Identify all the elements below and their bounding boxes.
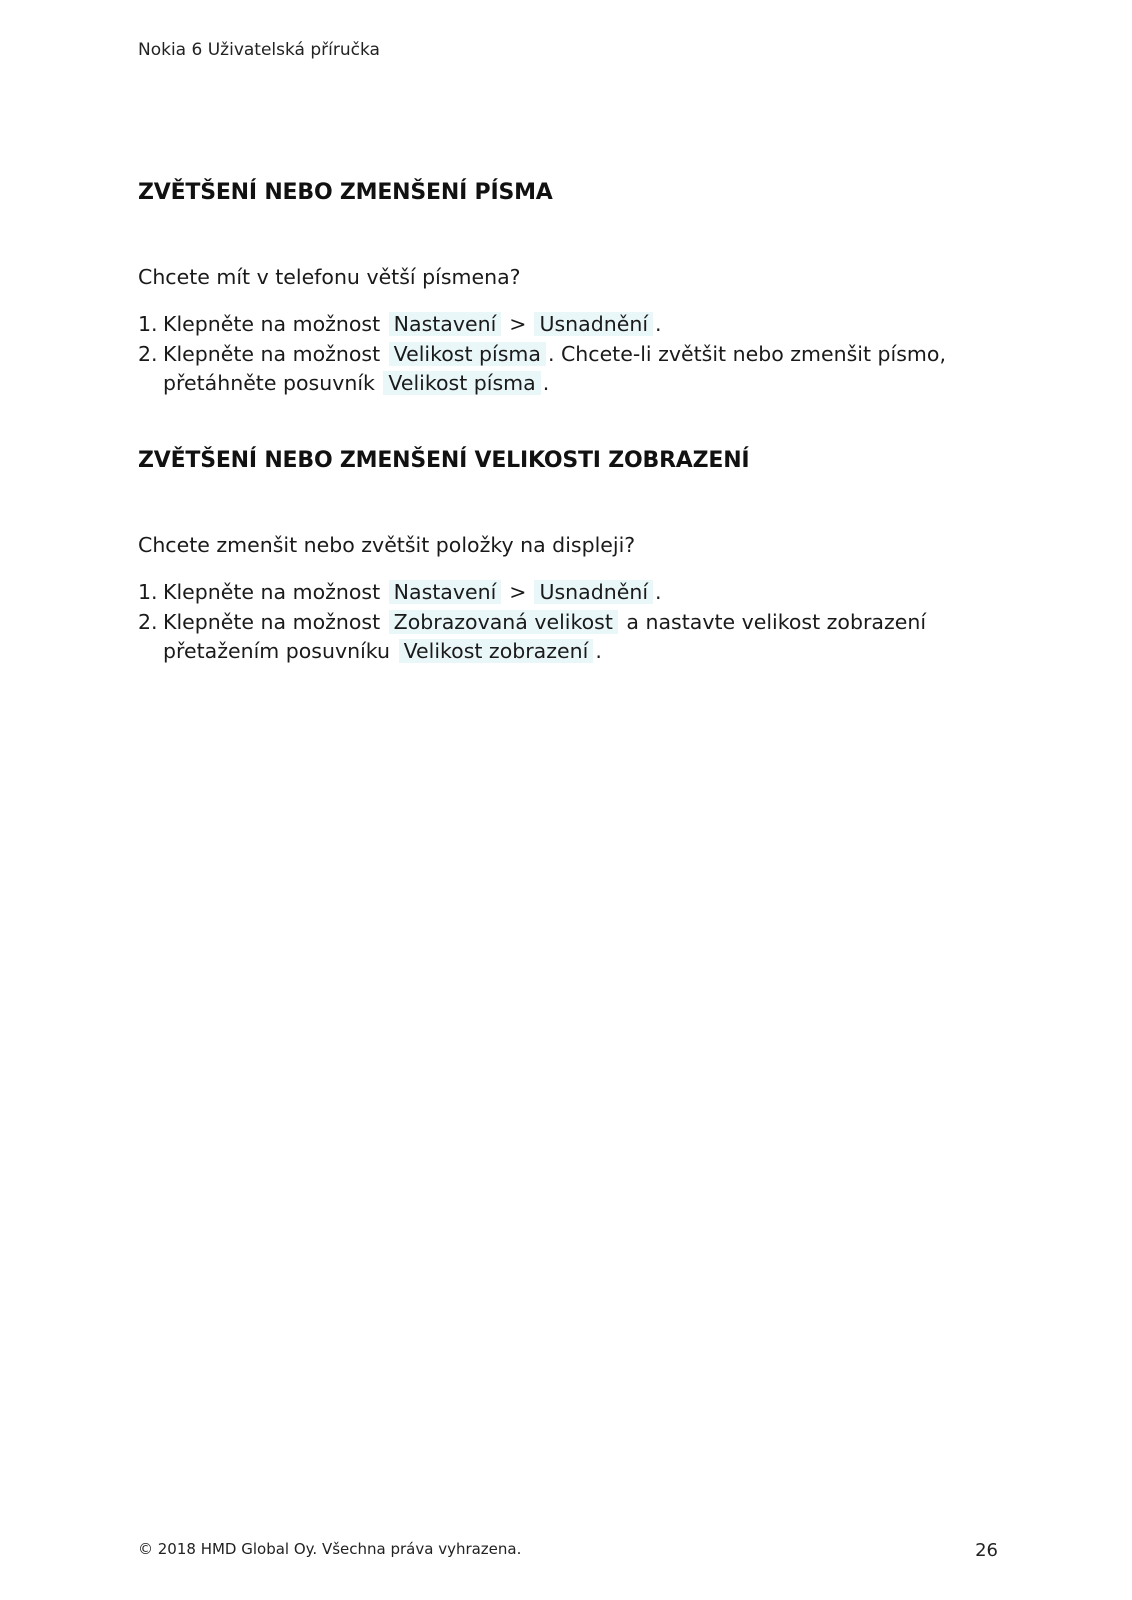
steps-list <box>138 310 998 399</box>
path-separator: > <box>509 312 527 336</box>
step-number: 2. <box>138 341 158 366</box>
step-text: . <box>655 312 662 336</box>
step-text: a nastavte velikost zobrazení <box>626 609 927 634</box>
step-text: . <box>595 639 602 663</box>
step-number: 1. <box>138 312 158 336</box>
step-text: Klepněte na možnost <box>163 312 381 336</box>
step-text: přetáhněte posuvník <box>163 371 375 395</box>
intro-text: Chcete zmenšit nebo zvětšit položky na displeji? <box>138 533 636 557</box>
ui-term-settings: Nastavení <box>389 312 502 336</box>
section-display-size <box>138 448 998 667</box>
intro-text: Chcete mít v telefonu větší písmena? <box>138 265 521 289</box>
step-number: 1. <box>138 580 158 604</box>
step-item <box>138 310 998 340</box>
step-text: . <box>542 371 550 395</box>
ui-term-display-size: Zobrazovaná velikost <box>389 610 618 634</box>
step-item <box>138 340 998 399</box>
step-text: Klepněte na možnost <box>163 580 381 604</box>
ui-term-display-size-slider: Velikost zobrazení <box>399 639 594 663</box>
ui-term-accessibility: Usnadnění <box>534 312 653 336</box>
step-text: . Chcete-li zvětšit nebo zmenšit písmo, <box>547 341 946 366</box>
running-header: Nokia 6 Uživatelská příručka <box>138 40 380 60</box>
ui-term-font-size-slider: Velikost písma <box>383 371 540 395</box>
section-title: ZVĚTŠENÍ NEBO ZMENŠENÍ VELIKOSTI ZOBRAZENÍ <box>138 448 750 473</box>
step-text: Klepněte na možnost <box>163 341 381 366</box>
step-item <box>138 578 998 608</box>
step-text: přetažením posuvníku <box>163 639 391 663</box>
page-number: 26 <box>975 1540 998 1561</box>
section-title: ZVĚTŠENÍ NEBO ZMENŠENÍ PÍSMA <box>138 180 553 205</box>
path-separator: > <box>509 580 527 604</box>
steps-list <box>138 578 998 667</box>
step-text: Klepněte na možnost <box>163 609 381 634</box>
step-text: . <box>655 580 662 604</box>
ui-term-accessibility: Usnadnění <box>534 580 653 604</box>
step-number: 2. <box>138 609 158 634</box>
step-item <box>138 608 998 667</box>
ui-term-settings: Nastavení <box>389 580 502 604</box>
section-font-size <box>138 180 998 399</box>
ui-term-font-size: Velikost písma <box>389 342 546 366</box>
footer-copyright: © 2018 HMD Global Oy. Všechna práva vyhrazena. <box>138 1540 522 1558</box>
